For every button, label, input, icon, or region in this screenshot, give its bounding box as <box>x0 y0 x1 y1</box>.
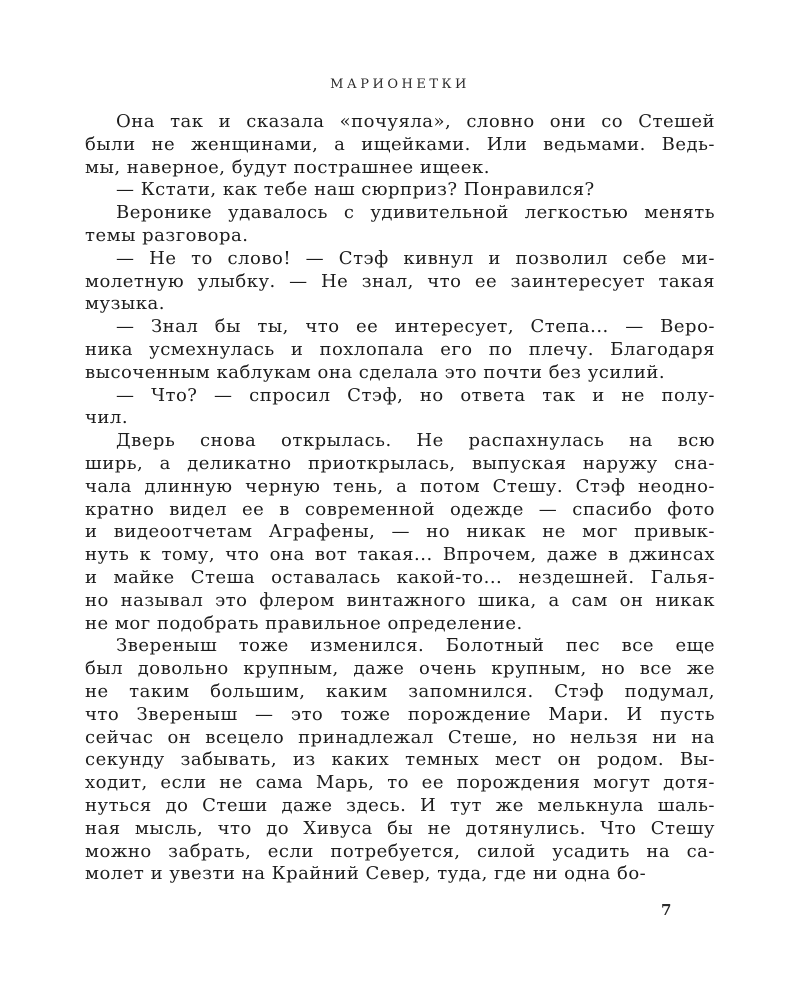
text-block <box>85 111 715 886</box>
text-line: Звереныш тоже изменился. Болотный пес все еще <box>116 635 715 657</box>
text-line: кратно видел ее в современной одежде — спасибо фото <box>85 498 715 520</box>
text-line: чил. <box>85 407 129 429</box>
text-line: музыка. <box>85 293 165 315</box>
text-line: были не женщинами, а ищейками. Или ведьмами. Ведь- <box>85 133 715 155</box>
text-line: ная мысль, что до Хивуса бы не дотянулись. Что Стешу <box>85 817 715 839</box>
text-line: темы разговора. <box>85 224 249 246</box>
text-line: нуться до Стеши даже здесь. И тут же мелькнула шаль- <box>85 794 715 816</box>
text-line: — Кстати, как тебе наш сюрприз? Понравился? <box>116 179 595 201</box>
text-line: можно забрать, если потребуется, силой усадить на са- <box>85 840 715 862</box>
text-line: высоченным каблукам она сделала это почти без усилий. <box>85 361 666 383</box>
text-line: но называл это флером винтажного шика, а сам он никак <box>85 589 715 611</box>
text-line: — Что? — спросил Стэф, но ответа так и не полу- <box>116 384 715 406</box>
text-line: ходит, если не сама Марь, то ее порождения могут дотя- <box>85 772 715 794</box>
text-line: мы, наверное, будут пострашнее ищеек. <box>85 156 490 178</box>
text-line: секунду забывать, из каких темных мест он родом. Вы- <box>85 749 715 771</box>
text-line: Дверь снова открылась. Не распахнулась на всю <box>116 430 715 452</box>
text-line: Веронике удавалось с удивительной легкостью менять <box>116 202 715 224</box>
text-line: был довольно крупным, даже очень крупным, но все же <box>85 658 715 680</box>
text-line: — Не то слово! — Стэф кивнул и позволил себе ми- <box>116 247 715 269</box>
text-line: ширь, а деликатно приоткрылась, выпуская наружу сна- <box>85 452 715 474</box>
text-line: ника усмехнулась и похлопала его по плечу. Благодаря <box>85 338 715 360</box>
text-line: Она так и сказала «почуяла», словно они со Стешей <box>116 111 715 132</box>
running-header: МАРИОНЕТКИ <box>330 77 470 92</box>
text-line: что Звереныш — это тоже порождение Мари. И пусть <box>85 703 715 725</box>
text-line: и майке Стеша оставалась какой-то... нездешней. Галья- <box>85 566 715 588</box>
text-line: чала длинную черную тень, а потом Стешу. Стэф неодно- <box>85 475 715 497</box>
text-line: нуть к тому, что она вот такая... Впрочем, даже в джинсах <box>85 544 715 566</box>
text-line: не мог подобрать правильное определение. <box>85 612 523 634</box>
text-line: и видеоотчетам Аграфены, — но никак не мог привык- <box>85 521 715 543</box>
text-line: сейчас он всецело принадлежал Стеше, но нельзя ни на <box>85 726 715 748</box>
page-number: 7 <box>661 901 672 919</box>
text-line: молет и увезти на Крайний Север, туда, где ни одна бо- <box>85 863 647 885</box>
text-line: — Знал бы ты, что ее интересует, Степа... — Веро- <box>116 316 715 338</box>
text-line: молетную улыбку. — Не знал, что ее заинтересует такая <box>85 270 715 292</box>
text-line: не таким большим, каким запомнился. Стэф подумал, <box>85 680 715 702</box>
